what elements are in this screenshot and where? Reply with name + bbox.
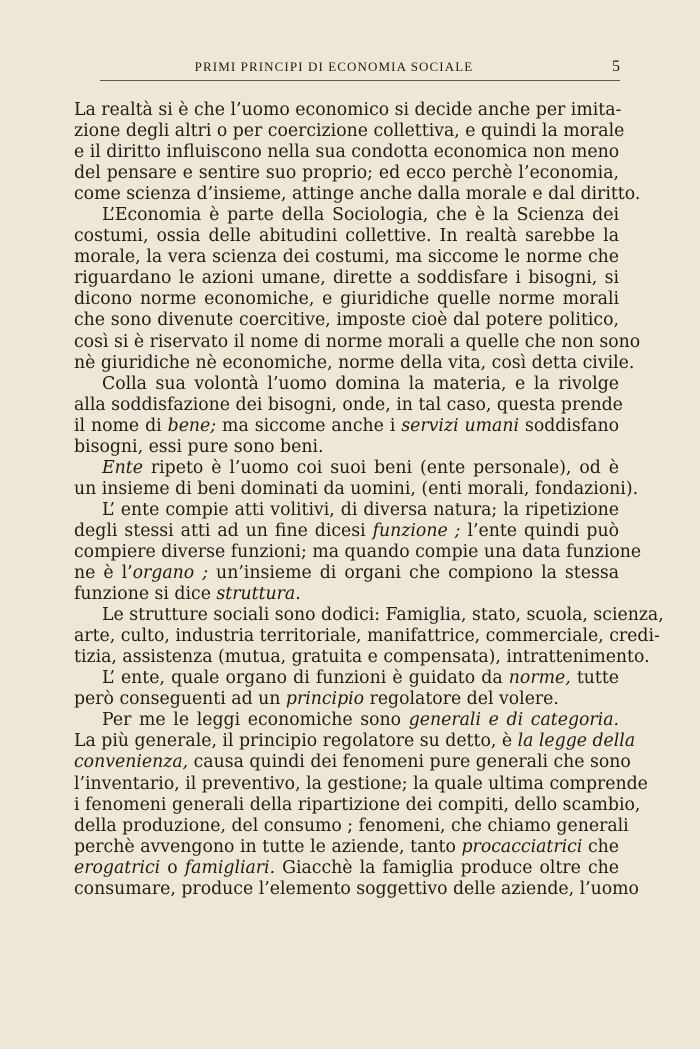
page-number: 5: [612, 58, 620, 75]
text-line: [74, 247, 619, 268]
text-segment: tutte: [570, 668, 620, 689]
text-segment: La realtà si è che l’uomo economico si decide anche per imita-: [74, 100, 622, 120]
text-line: [74, 416, 619, 437]
text-line: [74, 310, 619, 331]
italic-term: principio: [285, 689, 365, 710]
text-segment: funzione si dice: [74, 584, 217, 605]
text-line: [74, 815, 629, 837]
text-segment: ripeto è l’uomo coi suoi beni (ente personale), od è: [142, 457, 619, 478]
text-line: [74, 752, 631, 773]
text-segment: che: [582, 836, 619, 857]
text-segment: zione degli altri o per coercizione collettiva, e quindi la morale: [74, 121, 625, 142]
text-line: [74, 352, 635, 374]
text-line: [74, 458, 619, 479]
text-line: [74, 500, 619, 521]
text-line: [74, 226, 619, 247]
text-line: [74, 374, 619, 395]
text-segment: Le strutture sociali sono dodici: Famiglia, stato, scuola, scienza,: [102, 605, 664, 626]
text-segment: alla soddisfazione dei bisogni, onde, in tal caso, questa prende: [74, 394, 623, 415]
text-line: [74, 521, 619, 542]
text-line: [74, 878, 639, 900]
text-segment: come scienza d’insieme, attinge anche dalla morale e dal diritto.: [74, 184, 641, 205]
text-segment: bisogni, essi pure sono beni.: [74, 436, 324, 457]
italic-term: Ente: [102, 457, 143, 478]
text-segment: un’insieme di organi che compiono la stessa: [208, 563, 619, 584]
italic-term: generali e di categoria.: [408, 710, 620, 731]
running-header: [100, 58, 620, 81]
text-segment: così si è riservato il nome di norme morali a quelle che non sono: [74, 331, 641, 352]
text-segment: morale, la vera scienza dei costumi, ma siccome le norme che: [74, 247, 619, 268]
text-segment: dicono norme economiche, e giuridiche quelle norme morali: [74, 289, 619, 310]
text-line: [74, 710, 619, 731]
text-segment: che sono divenute coercitive, imposte cioè dal potere politico,: [74, 310, 619, 331]
text-segment: La più generale, il principio regolatore su detto, è: [74, 731, 518, 752]
text-segment: L’ ente compie atti volitivi, di diversa natura; la ripetizione: [102, 499, 619, 520]
text-line: [74, 163, 619, 184]
text-line: [74, 668, 619, 689]
text-segment: costumi, ossia delle abitudini collettive. In realtà sarebbe la: [74, 226, 619, 247]
text-line: [74, 541, 642, 563]
text-line: [74, 584, 619, 605]
text-segment: degli stessi atti ad un fine dicesi: [74, 520, 373, 541]
text-segment: il nome di: [74, 415, 168, 436]
italic-term: la legge della: [517, 731, 636, 752]
italic-term: struttura: [216, 584, 296, 605]
text-segment: arte, culto, industria territoriale, manifattrice, commerciale, credi-: [74, 626, 660, 647]
italic-term: organo ;: [132, 563, 209, 584]
text-line: [74, 394, 623, 416]
text-segment: consumare, produce l’elemento soggettivo delle aziende, l’uomo: [74, 878, 639, 899]
italic-term: servizi umani: [401, 415, 520, 436]
text-segment: o: [160, 857, 185, 878]
text-segment: Per me le leggi economiche sono: [102, 710, 409, 731]
text-line: [74, 773, 648, 795]
italic-term: famigliari.: [184, 857, 276, 878]
text-line: [74, 184, 641, 205]
text-segment: soddisfano: [519, 415, 619, 436]
text-segment: .: [295, 584, 301, 605]
text-line: [74, 731, 636, 752]
text-line: [74, 858, 619, 879]
text-line: [74, 121, 625, 142]
text-segment: l’inventario, il preventivo, la gestione; la quale ultima comprende: [74, 773, 648, 794]
text-segment: della produzione, del consumo ; fenomeni, che chiamo generali: [74, 815, 629, 836]
text-segment: tizia, assistenza (mutua, gratuita e compensata), intrattenimento.: [74, 647, 650, 668]
text-line: [74, 289, 619, 310]
text-line: [74, 205, 619, 226]
text-segment: i fenomeni generali della ripartizione dei compiti, dello scambio,: [74, 794, 641, 815]
italic-term: erogatrici: [74, 857, 161, 878]
text-line: [74, 626, 660, 647]
text-segment: però conseguenti ad un: [74, 689, 286, 710]
text-line: [74, 689, 619, 710]
text-segment: riguardano le azioni umane, dirette a soddisfare i bisogni, si: [74, 268, 619, 289]
text-segment: causa quindi dei fenomeni pure generali che sono: [188, 752, 631, 773]
italic-term: funzione ;: [372, 520, 461, 541]
text-line: [74, 437, 619, 458]
text-line: [74, 142, 619, 163]
italic-term: convenienza,: [74, 752, 189, 773]
text-segment: perchè avvengono in tutte le aziende, tanto: [74, 836, 462, 857]
text-line: [74, 605, 664, 626]
text-segment: L’ ente, quale organo di funzioni è guidato da: [102, 668, 509, 689]
text-segment: del pensare e sentire suo proprio; ed ecco perchè l’economia,: [74, 163, 619, 184]
text-line: [74, 478, 639, 500]
italic-term: norme,: [508, 668, 571, 689]
text-segment: L’Economia è parte della Sociologia, che è la Scienza dei: [102, 205, 619, 226]
text-line: [74, 100, 622, 121]
italic-term: procacciatrici: [461, 836, 583, 857]
text-line: [74, 647, 650, 668]
text-line: [74, 794, 641, 816]
running-title: PRIMI PRINCIPI DI ECONOMIA SOCIALE: [194, 59, 474, 74]
text-line: [74, 268, 619, 289]
text-segment: Colla sua volontà l’uomo domina la materia, e la rivolge: [102, 373, 619, 394]
text-segment: compiere diverse funzioni; ma quando compie una data funzione: [74, 541, 642, 562]
text-segment: ne è l’: [74, 563, 133, 584]
text-line: [74, 563, 619, 584]
text-segment: nè giuridiche nè economiche, norme della vita, così detta civile.: [74, 352, 635, 373]
italic-term: bene;: [167, 415, 217, 436]
text-line: [74, 331, 641, 353]
body-text: [74, 100, 664, 900]
text-segment: regolatore del volere.: [364, 689, 559, 710]
text-segment: e il diritto influiscono nella sua condotta economica non meno: [74, 142, 620, 163]
text-segment: l’ente quindi può: [460, 520, 619, 541]
text-segment: un insieme di beni dominati da uomini, (enti morali, fondazioni).: [74, 478, 639, 499]
text-line: [74, 837, 619, 858]
text-segment: ma siccome anche i: [216, 415, 402, 436]
text-segment: Giacchè la famiglia produce oltre che: [275, 857, 619, 878]
